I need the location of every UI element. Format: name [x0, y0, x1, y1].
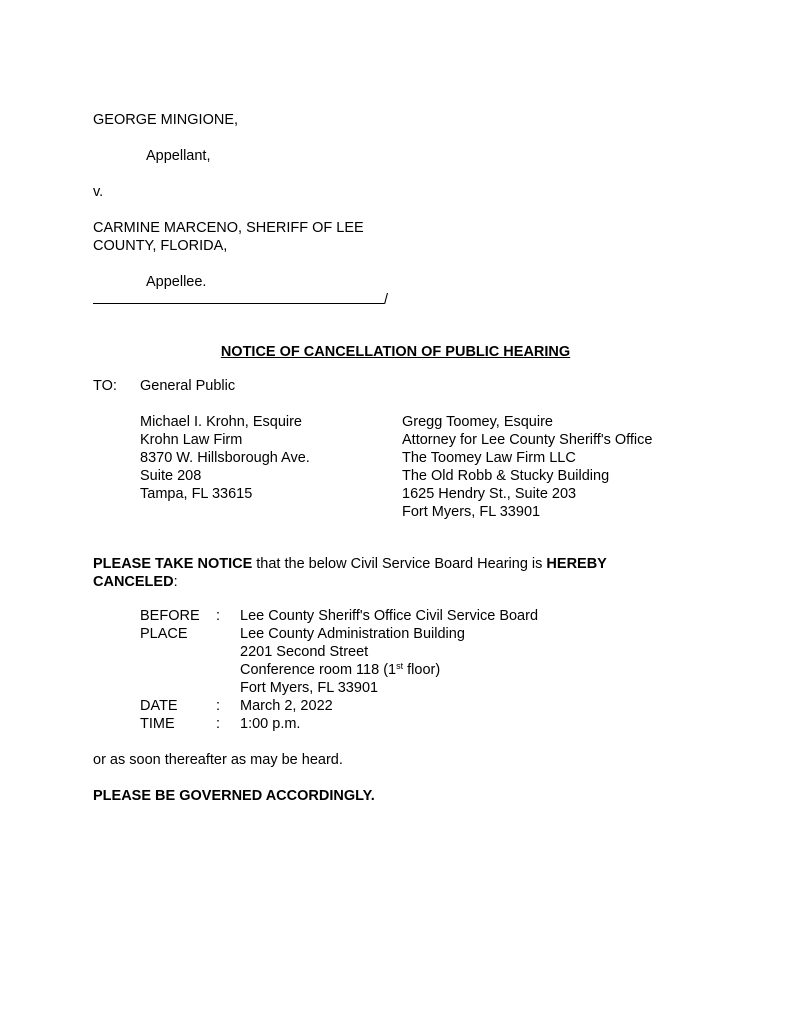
document-title [0, 343, 791, 361]
address-left-line: Suite 208 [140, 468, 202, 484]
address-right-line: The Old Robb & Stucky Building [402, 468, 610, 484]
time-colon: : [216, 716, 221, 732]
notice-line1 [93, 555, 607, 573]
notice-hereby: HEREBY [546, 556, 607, 572]
time-value: 1:00 p.m. [240, 716, 301, 732]
closing-text: or as soon thereafter as may be heard. [93, 752, 343, 768]
place-line1: Lee County Administration Building [240, 626, 465, 642]
address-left-line: Tampa, FL 33615 [140, 486, 253, 502]
address-right-line: Fort Myers, FL 33901 [402, 504, 541, 520]
to-label: TO: [93, 378, 117, 394]
time-label: TIME [140, 716, 175, 732]
appellant-role: Appellant, [146, 148, 211, 164]
place-line3-sup: st [396, 661, 404, 671]
document-title-text: NOTICE OF CANCELLATION OF PUBLIC HEARING [220, 344, 571, 360]
notice-colon: : [173, 574, 178, 590]
place-label: PLACE [140, 626, 188, 642]
before-colon: : [216, 608, 221, 624]
place-line2: 2201 Second Street [240, 644, 369, 660]
date-value: March 2, 2022 [240, 698, 333, 714]
appellant-name: GEORGE MINGIONE, [93, 112, 239, 128]
address-left-line: 8370 W. Hillsborough Ave. [140, 450, 310, 466]
notice-line2 [93, 573, 178, 591]
caption-rule-slash: / [384, 292, 389, 308]
date-colon: : [216, 698, 221, 714]
place-line3-pre: Conference room 118 (1 [240, 662, 397, 678]
address-left-line: Krohn Law Firm [140, 432, 243, 448]
before-label: BEFORE [140, 608, 200, 624]
appellee-name-line1: CARMINE MARCENO, SHERIFF OF LEE [93, 220, 364, 236]
notice-lead: PLEASE TAKE NOTICE [93, 556, 253, 572]
address-right-line: Attorney for Lee County Sheriff's Office [402, 432, 653, 448]
date-label: DATE [140, 698, 178, 714]
address-right-line: 1625 Hendry St., Suite 203 [402, 486, 577, 502]
place-line3 [240, 661, 440, 679]
place-line3-post: floor) [403, 662, 441, 678]
place-line4: Fort Myers, FL 33901 [240, 680, 379, 696]
to-recipient: General Public [140, 378, 236, 394]
governed-text: PLEASE BE GOVERNED ACCORDINGLY. [93, 788, 375, 804]
before-value: Lee County Sheriff's Office Civil Service Board [240, 608, 539, 624]
appellee-role: Appellee. [146, 274, 207, 290]
address-left-line: Michael I. Krohn, Esquire [140, 414, 302, 430]
versus-label: v. [93, 184, 104, 200]
address-right-line: Gregg Toomey, Esquire [402, 414, 553, 430]
notice-canceled: CANCELED [93, 574, 174, 590]
caption-rule [93, 303, 384, 304]
notice-text: that the below Civil Service Board Hearing is [252, 556, 547, 572]
appellee-name-line2: COUNTY, FLORIDA, [93, 238, 228, 254]
address-right-line: The Toomey Law Firm LLC [402, 450, 576, 466]
